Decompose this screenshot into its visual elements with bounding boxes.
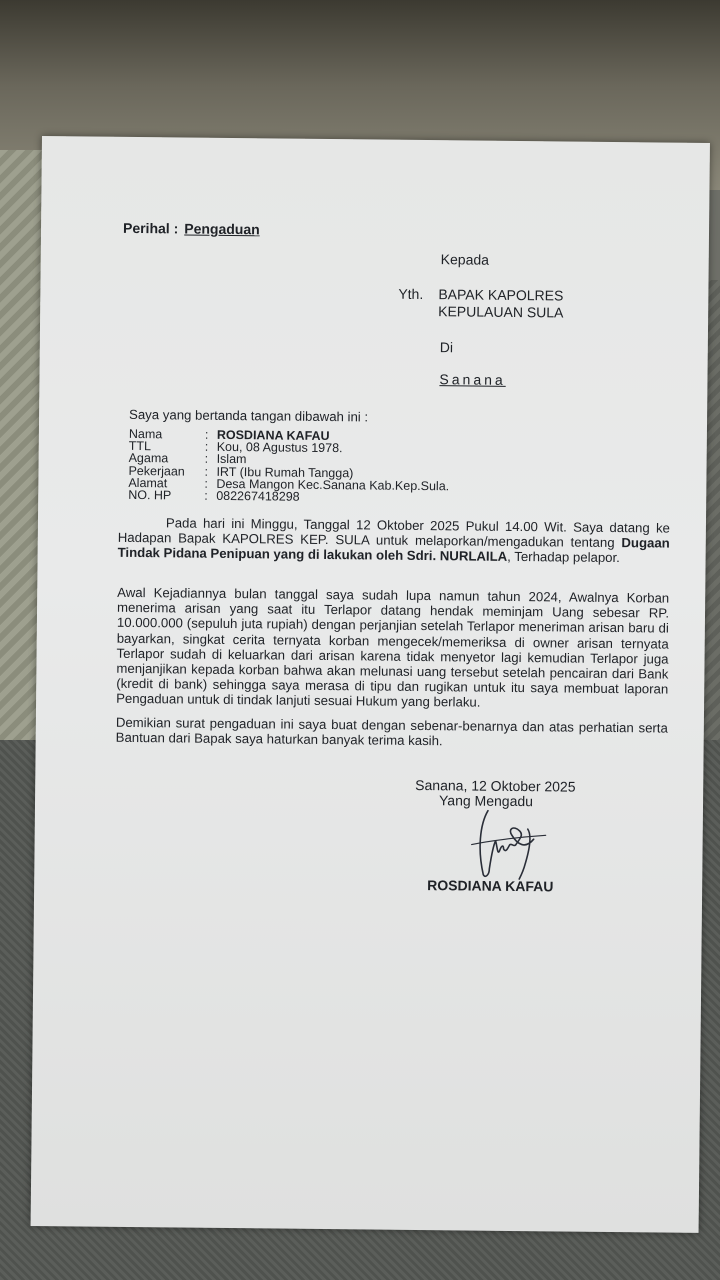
paragraph-chronology: Awal Kejadiannya bulan tanggal saya sudah lupa namun tahun 2024, Awalnya Korban menerima arisan yang saat itu Terlapor datang hendak meminjam Uang sebesar RP. 10.000.000 (sepuluh juta rupiah) dengan perjanjian setelah Terlapor meneriman arisan baru di bayarkan, singkat cerita ternyata korban mengecek/memeriksa di owner arisan ternyata Terlapor sudah di keluarkan dari arisan karena tidak menyetor lagi kemudian Terlapor juga menjanjikan kepada korban bahwa akan melunasi uang tersebut setelah pencairan dari Bank (kredit di bank) sehingga saya merasa di tipu dan rugikan untuk itu saya membuat laporan Pengaduan untuk di tindak lanjuti sesuai Hukum yang berlaku. [116, 584, 670, 711]
paragraph-report-text-a: Pada hari ini Minggu, Tanggal 12 Oktober 2025 Pukul 14.00 Wit. Saya datang ke Hadapan Bapak KAPOLRES KEP. SULA untuk melaporkan/mengadukan tentang [117, 515, 671, 551]
identity-value: Islam [216, 452, 247, 467]
identity-label: Agama [128, 451, 169, 466]
identity-separator: : [204, 464, 209, 479]
identity-separator: : [204, 427, 209, 442]
identity-separator: : [204, 439, 209, 454]
subject-line [123, 221, 260, 238]
identity-label: TTL [128, 439, 152, 454]
recipient-block [398, 286, 564, 322]
identity-separator: : [204, 452, 209, 467]
signer-role: Yang Mengadu [438, 792, 534, 810]
kepada-label: Kepada [440, 251, 490, 268]
subject-value: Pengaduan [184, 220, 260, 238]
identity-value: Kou, 08 Agustus 1978. [216, 440, 343, 456]
recipient-line-1: BAPAK KAPOLRES [438, 286, 564, 304]
identity-label: Nama [128, 426, 163, 442]
identity-label: NO. HP [128, 487, 172, 503]
identity-label: Pekerjaan [128, 463, 185, 479]
identity-separator: : [204, 476, 208, 491]
identity-value: Desa Mangon Kec.Sanana Kab.Kep.Sula. [216, 476, 450, 494]
yth-label: Yth. [398, 285, 424, 303]
letter-paper [31, 136, 710, 1233]
paragraph-report-bold: Dugaan Tindak Pidana Penipuan yang di lakukan oleh Sdri. NURLAILA [117, 535, 670, 565]
identity-value: ROSDIANA KAFAU [216, 427, 330, 444]
paragraph-report-text-b: , Terhadap pelapor. [507, 549, 620, 566]
signer-name: ROSDIANA KAFAU [427, 877, 554, 895]
identity-table [128, 428, 450, 504]
place-date: Sanana, 12 Oktober 2025 [415, 776, 576, 795]
intro-text: Saya yang bertanda tangan dibawah ini : [129, 406, 369, 425]
recipient-line-2: KEPULAUAN SULA [438, 303, 564, 321]
paragraph-report [118, 515, 670, 566]
paragraph-closing: Demikian surat pengaduan ini saya buat dengan sebenar-benarnya dan atas perhatian serta Bantuan dari Bapak saya haturkan banyak terima kasih. [115, 714, 668, 749]
recipient-location: Sanana [439, 371, 506, 388]
identity-value: IRT (Ibu Rumah Tangga) [216, 464, 354, 480]
di-label: Di [439, 339, 454, 356]
signature-icon [449, 804, 560, 885]
identity-label: Alamat [128, 475, 168, 491]
identity-separator: : [204, 488, 208, 503]
identity-value: 082267418298 [216, 488, 300, 504]
subject-label: Perihal : [122, 219, 179, 237]
